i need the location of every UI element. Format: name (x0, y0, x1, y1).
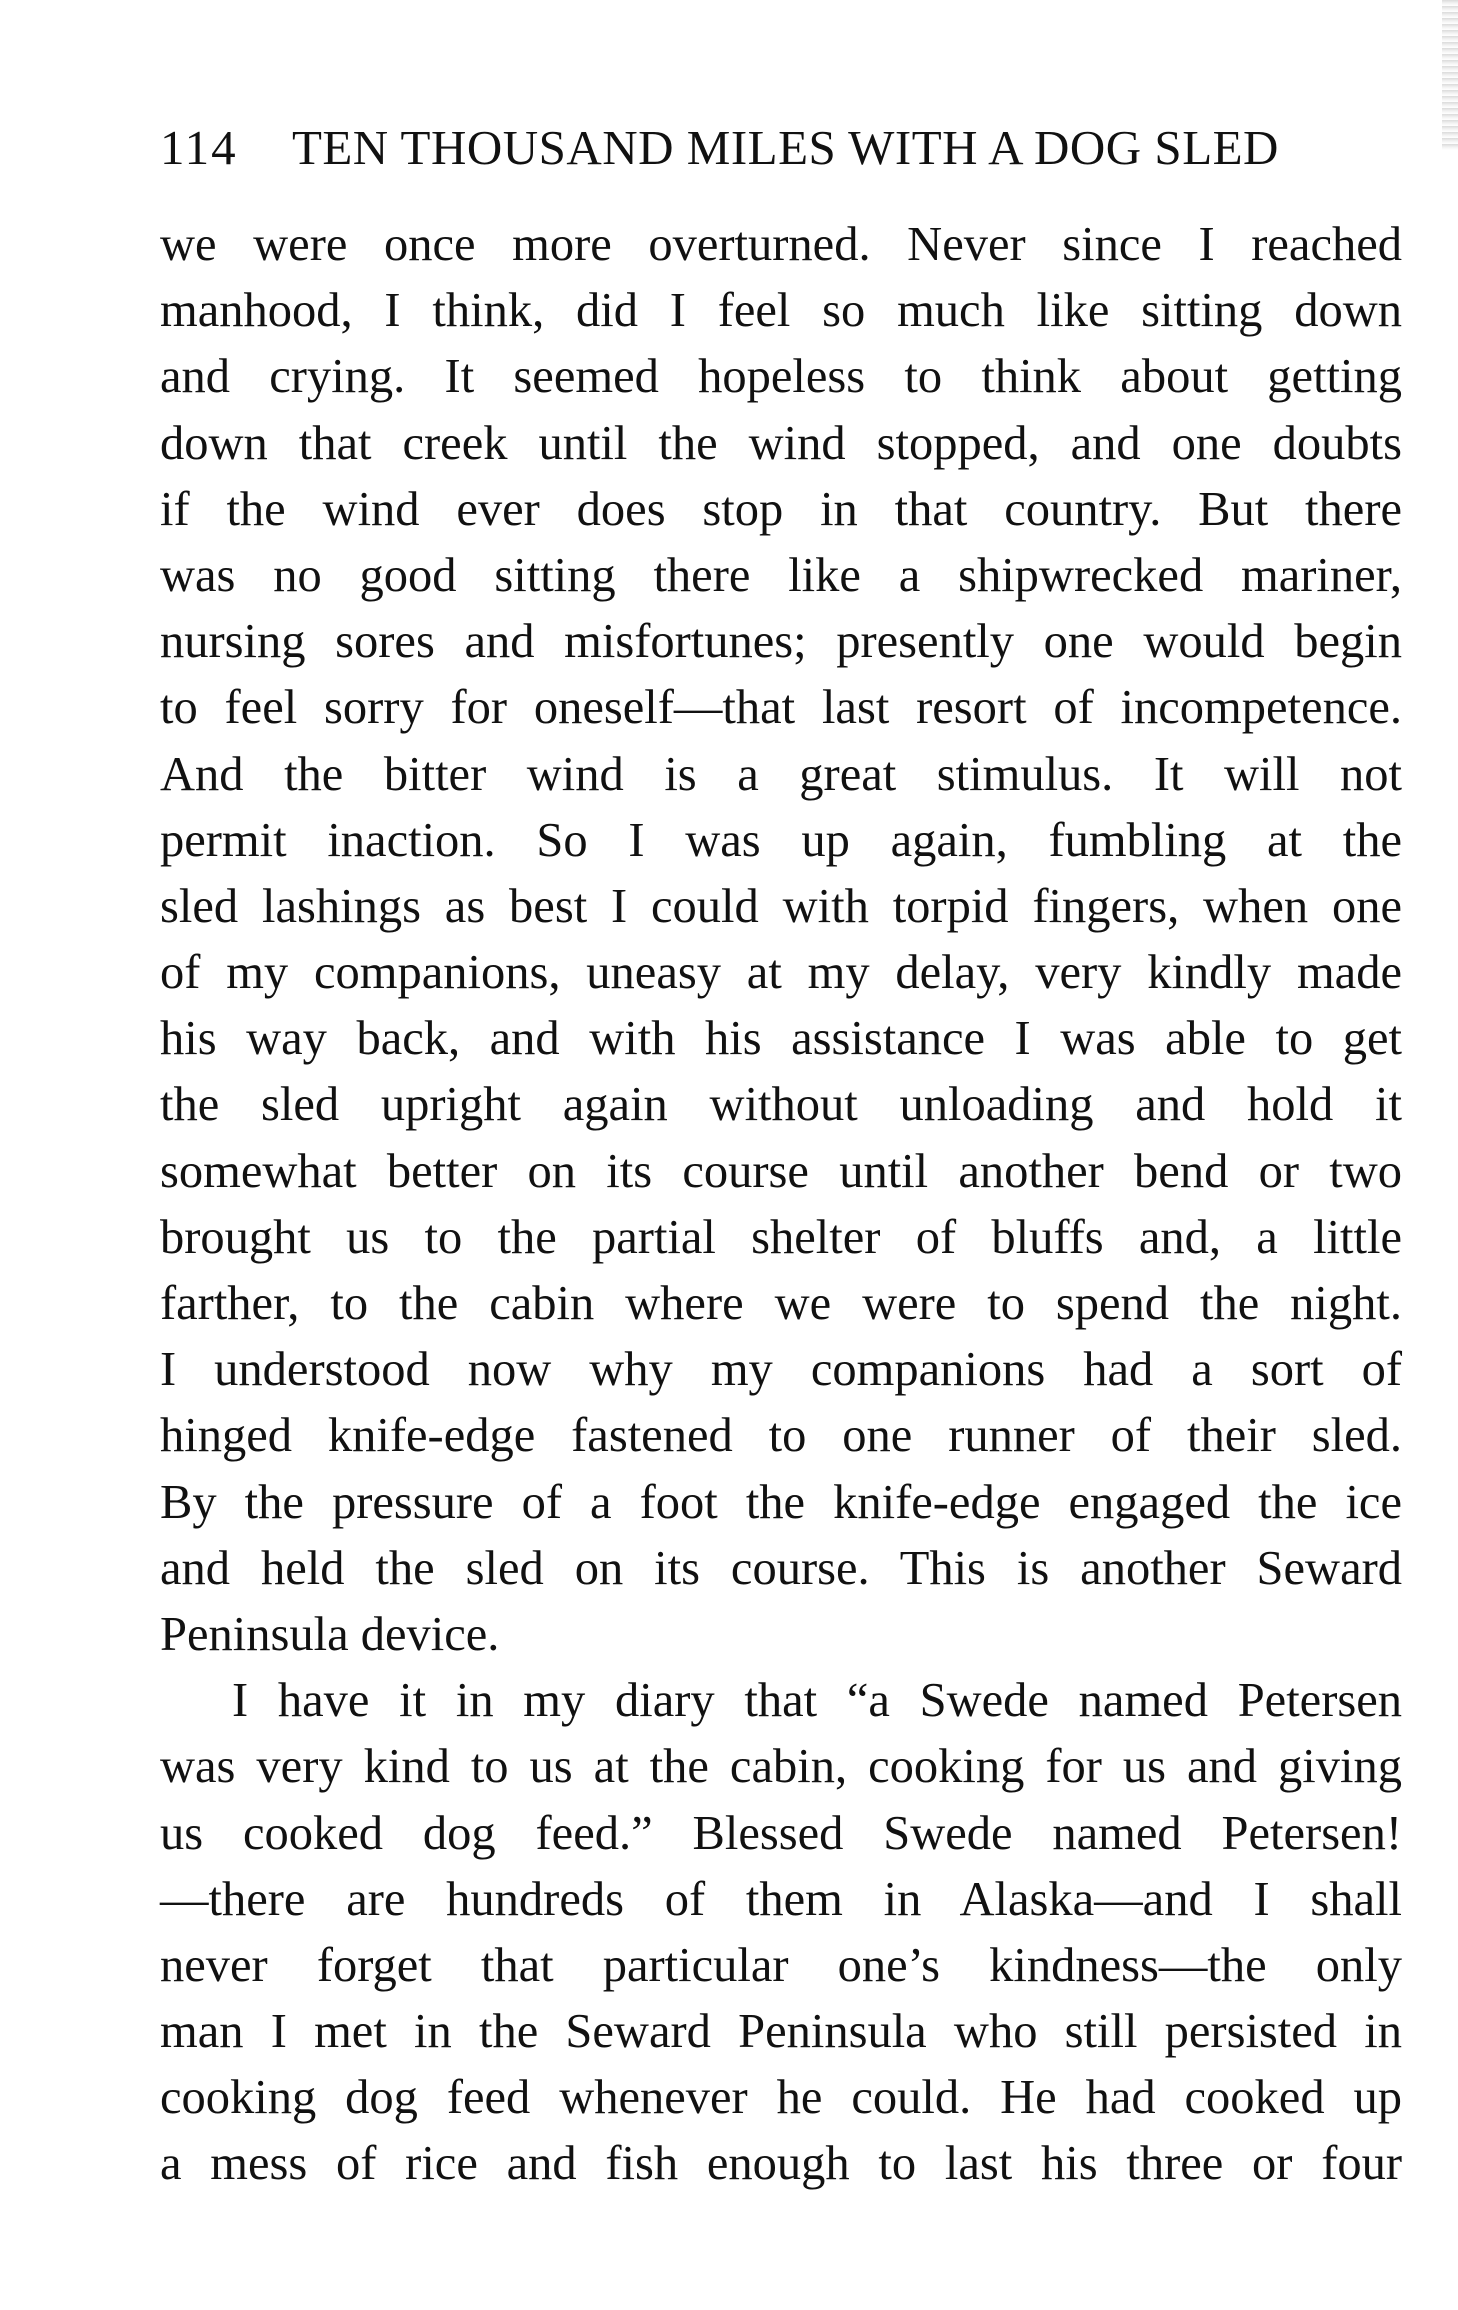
text-line: the sled upright again without unloading and hold it (160, 1078, 1402, 1132)
text-line: permit inaction. So I was up again, fumbling at the (160, 813, 1402, 867)
page-number: 114 (160, 120, 238, 175)
text-line: us cooked dog feed.” Blessed Swede named Petersen! (160, 1806, 1402, 1860)
text-line: down that creek until the wind stopped, and one doubts (160, 416, 1402, 470)
text-line: was no good sitting there like a shipwrecked mariner, (160, 548, 1402, 602)
text-line: manhood, I think, did I feel so much like sitting down (160, 284, 1402, 338)
text-line: to feel sorry for oneself—that last resort of incompetence. (160, 681, 1402, 735)
text-line: sled lashings as best I could with torpid fingers, when one (160, 879, 1402, 933)
text-line: man I met in the Seward Peninsula who still persisted in (160, 2005, 1402, 2059)
text-line: I have it in my diary that “a Swede named Petersen (232, 1674, 1402, 1728)
body-text (160, 212, 1402, 2198)
text-line: somewhat better on its course until another bend or two (160, 1144, 1402, 1198)
paragraph-2 (160, 1668, 1402, 2198)
text-line: we were once more overturned. Never since I reached (160, 218, 1402, 271)
text-line: cooking dog feed whenever he could. He had cooked up (160, 2071, 1402, 2125)
text-line: hinged knife-edge fastened to one runner of their sled. (160, 1409, 1402, 1463)
text-line: By the pressure of a foot the knife-edge engaged the ice (160, 1475, 1402, 1529)
text-line: And the bitter wind is a great stimulus. It will not (160, 747, 1402, 801)
text-line: —there are hundreds of them in Alaska—and I shall (160, 1872, 1402, 1926)
text-line: nursing sores and misfortunes; presently one would begin (160, 615, 1402, 669)
text-line: and crying. It seemed hopeless to think about getting (160, 350, 1402, 404)
text-line: brought us to the partial shelter of bluffs and, a little (160, 1210, 1402, 1264)
text-line: never forget that particular one’s kindness—the only (160, 1938, 1402, 1992)
running-head (160, 118, 1400, 178)
text-line: a mess of rice and fish enough to last his three or four (160, 2137, 1402, 2191)
page-edge-scan-artifact (1442, 0, 1458, 150)
paragraph-1 (160, 212, 1402, 1668)
running-title: TEN THOUSAND MILES WITH A DOG SLED (291, 120, 1279, 175)
text-line: his way back, and with his assistance I was able to get (160, 1012, 1402, 1066)
text-line: if the wind ever does stop in that country. But there (160, 482, 1402, 536)
text-line: was very kind to us at the cabin, cooking for us and giving (160, 1740, 1402, 1794)
text-line: and held the sled on its course. This is another Seward (160, 1541, 1402, 1595)
text-line: Peninsula device. (160, 1607, 500, 1661)
text-line: of my companions, uneasy at my delay, very kindly made (160, 946, 1402, 1000)
text-line: farther, to the cabin where we were to spend the night. (160, 1277, 1402, 1330)
text-line: I understood now why my companions had a sort of (160, 1343, 1402, 1397)
